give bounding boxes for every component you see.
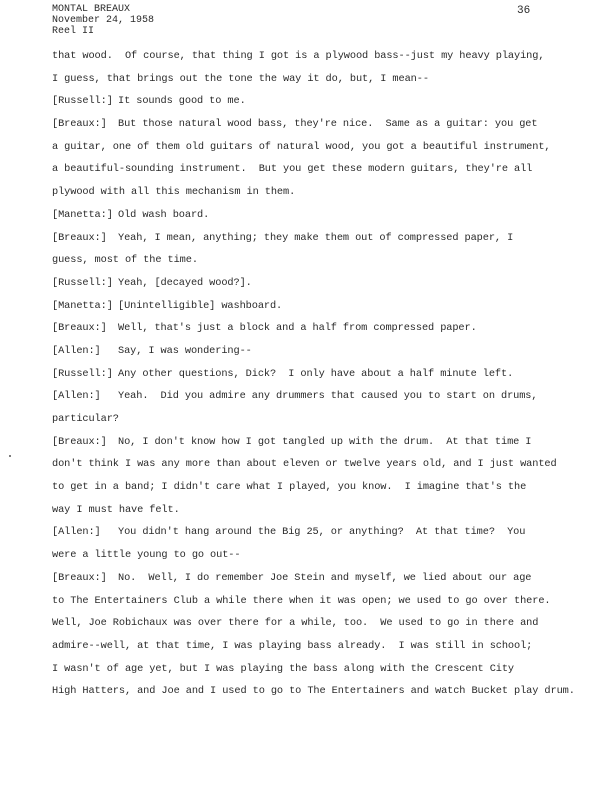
page-header xyxy=(52,4,154,37)
transcript-line xyxy=(52,479,597,502)
transcript-line xyxy=(52,456,597,479)
line-text: Well, Joe Robichaux was over there for a while, too. We used to go in there and xyxy=(52,617,539,630)
transcript-line xyxy=(52,411,597,434)
transcript-line xyxy=(52,638,597,661)
scan-speck xyxy=(9,455,11,457)
speaker-label: [Breaux:] xyxy=(52,571,107,584)
transcript-line xyxy=(52,184,597,207)
transcript-line xyxy=(52,252,597,275)
transcript-line xyxy=(52,207,597,230)
transcript-line xyxy=(52,434,597,457)
speaker-label: [Manetta:] xyxy=(52,299,113,312)
speaker-label: [Russell:] xyxy=(52,367,113,380)
speaker-label: [Allen:] xyxy=(52,526,101,539)
line-text: admire--well, at that time, I was playing bass already. I was still in school; xyxy=(52,639,533,652)
line-text: [Unintelligible] washboard. xyxy=(118,299,283,312)
speaker-label: [Breaux:] xyxy=(52,118,107,131)
line-text: way I must have felt. xyxy=(52,503,180,516)
line-text: Well, that's just a block and a half from compressed paper. xyxy=(118,322,477,335)
transcript-body xyxy=(52,48,597,706)
header-reel: Reel II xyxy=(52,26,95,37)
transcript-line xyxy=(52,116,597,139)
line-text: were a little young to go out-- xyxy=(52,549,241,562)
transcript-line xyxy=(52,683,597,706)
transcript-line xyxy=(52,48,597,71)
transcript-line xyxy=(52,615,597,638)
transcript-line xyxy=(52,343,597,366)
transcript-line xyxy=(52,161,597,184)
speaker-label: [Breaux:] xyxy=(52,435,107,448)
transcript-line xyxy=(52,230,597,253)
transcript-line xyxy=(52,139,597,162)
header-date: November 24, 1958 xyxy=(52,15,155,26)
line-text: Yeah, I mean, anything; they make them out of compressed paper, I xyxy=(118,231,514,244)
transcript-line xyxy=(52,524,597,547)
line-text: that wood. Of course, that thing I got is a plywood bass--just my heavy playing, xyxy=(52,50,545,62)
transcript-line xyxy=(52,570,597,593)
speaker-label: [Allen:] xyxy=(52,390,101,403)
line-text: No, I don't know how I got tangled up with the drum. At that time I xyxy=(118,435,532,448)
line-text: No. Well, I do remember Joe Stein and myself, we lied about our age xyxy=(118,571,532,584)
line-text: Yeah, [decayed wood?]. xyxy=(118,276,252,289)
line-text: It sounds good to me. xyxy=(118,95,246,108)
line-text: But those natural wood bass, they're nice. Same as a guitar: you get xyxy=(118,118,538,131)
line-text: plywood with all this mechanism in them. xyxy=(52,186,296,199)
speaker-label: [Breaux:] xyxy=(52,322,107,335)
speaker-label: [Allen:] xyxy=(52,344,101,357)
line-text: Yeah. Did you admire any drummers that caused you to start on drums, xyxy=(118,390,538,403)
speaker-label: [Breaux:] xyxy=(52,231,107,244)
line-text: particular? xyxy=(52,413,119,425)
transcript-line xyxy=(52,661,597,684)
line-text: Say, I was wondering-- xyxy=(118,344,252,357)
line-text: don't think I was any more than about eleven or twelve years old, and I just wanted xyxy=(52,458,557,471)
line-text: I wasn't of age yet, but I was playing the bass along with the Crescent City xyxy=(52,662,515,675)
line-text: a guitar, one of them old guitars of natural wood, you got a beautiful instrument, xyxy=(52,140,551,153)
line-text: Any other questions, Dick? I only have about a half minute left. xyxy=(118,367,514,380)
speaker-label: [Russell:] xyxy=(52,95,113,108)
transcript-line xyxy=(52,320,597,343)
transcript-line xyxy=(52,502,597,525)
line-text: High Hatters, and Joe and I used to go to The Entertainers and watch Bucket play drum. xyxy=(52,685,575,698)
speaker-label: [Russell:] xyxy=(52,276,113,289)
line-text: Old wash board. xyxy=(118,208,210,221)
transcript-line xyxy=(52,366,597,389)
header-name: MONTAL BREAUX xyxy=(52,4,131,15)
transcript-line xyxy=(52,593,597,616)
line-text: to The Entertainers Club a while there when it was open; we used to go over there. xyxy=(52,594,551,607)
line-text: You didn't hang around the Big 25, or anything? At that time? You xyxy=(118,526,526,539)
line-text: to get in a band; I didn't care what I played, you know. I imagine that's the xyxy=(52,481,527,494)
line-text: a beautiful-sounding instrument. But you get these modern guitars, they're all xyxy=(52,163,533,176)
transcript-line xyxy=(52,298,597,321)
page-number: 36 xyxy=(517,5,531,17)
transcript-line xyxy=(52,388,597,411)
transcript-line xyxy=(52,71,597,94)
line-text: I guess, that brings out the tone the way it do, but, I mean-- xyxy=(52,72,429,85)
transcript-line xyxy=(52,547,597,570)
transcript-line xyxy=(52,93,597,116)
line-text: guess, most of the time. xyxy=(52,254,198,267)
speaker-label: [Manetta:] xyxy=(52,208,113,221)
transcript-line xyxy=(52,275,597,298)
